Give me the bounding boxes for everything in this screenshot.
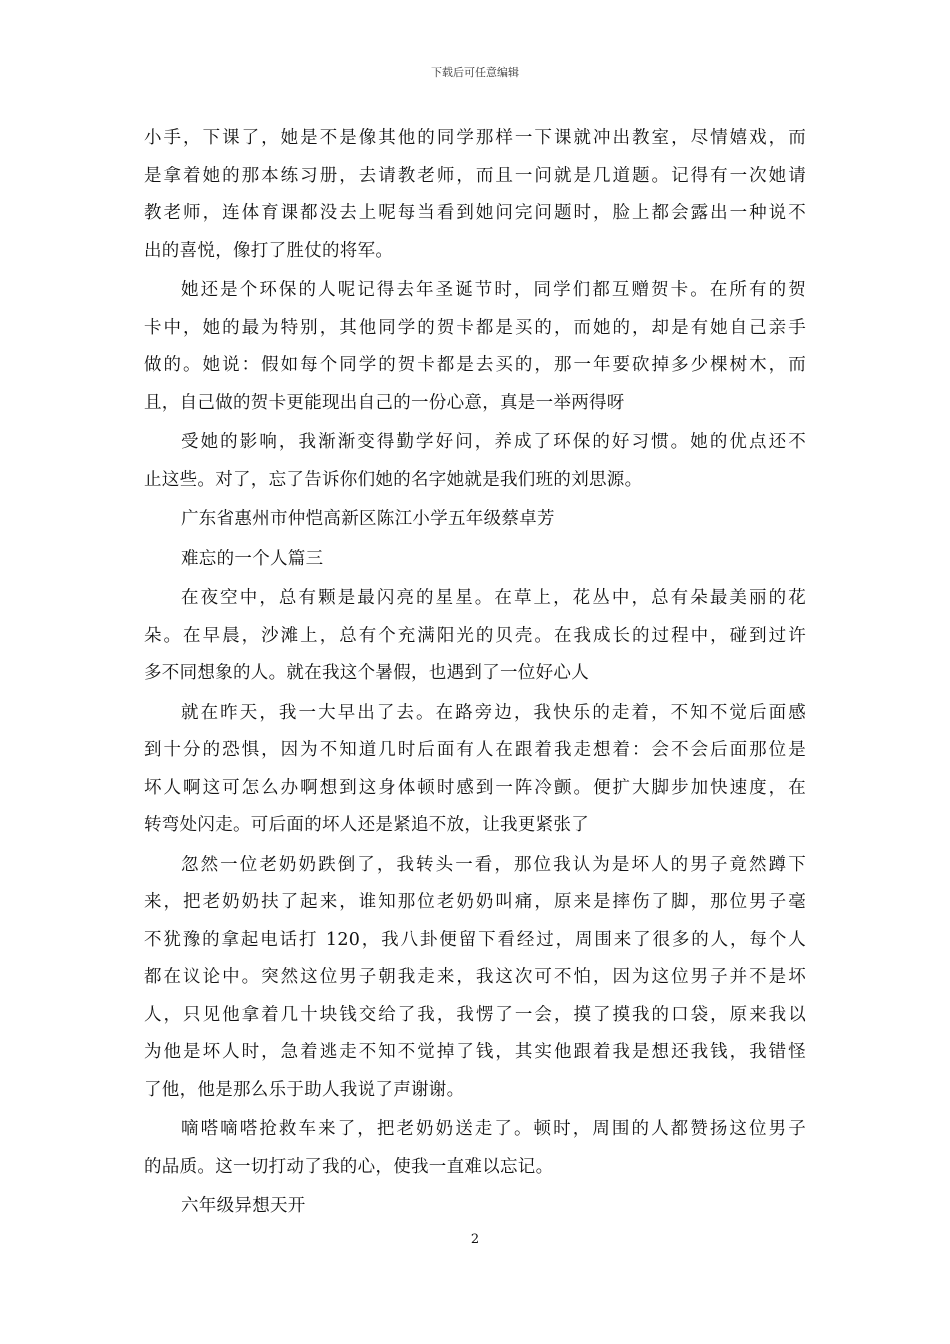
text-line: 小手，下课了，她是不是像其他的同学那样一下课就冲出教室，尽情嬉戏，而 bbox=[144, 128, 806, 148]
text-line: 都在议论中。突然这位男子朝我走来，我这次可不怕，因为这位男子并不是坏 bbox=[144, 967, 806, 987]
text-line: 六年级异想天开 bbox=[181, 1196, 306, 1216]
text-line: 多不同想象的人。就在我这个暑假，也遇到了一位好心人 bbox=[144, 663, 589, 683]
paragraph bbox=[144, 120, 806, 270]
text-line: 了他，他是那么乐于助人我说了声谢谢。 bbox=[144, 1079, 465, 1100]
text-line: 不犹豫的拿起电话打 120，我八卦便留下看经过，周围来了很多的人，每个人 bbox=[144, 929, 806, 950]
text-line: 出的喜悦，像打了胜仗的将军。 bbox=[144, 240, 394, 261]
text-line: 受她的影响，我渐渐变得勤学好问，养成了环保的好习惯。她的优点还不 bbox=[181, 432, 806, 452]
text-line: 难忘的一个人篇三 bbox=[181, 548, 324, 569]
text-line: 人，只见他拿着几十块钱交给了我，我愣了一会，摸了摸我的口袋，原来我以 bbox=[144, 1004, 806, 1025]
text-line: 朵。在早晨，沙滩上，总有个充满阳光的贝壳。在我成长的过程中，碰到过许 bbox=[144, 625, 806, 646]
paragraph bbox=[144, 695, 806, 845]
text-line: 到十分的恐惧，因为不知道几时后面有人在跟着我走想着：会不会后面那位是 bbox=[144, 740, 806, 760]
text-line: 嘀嗒嘀嗒抢救车来了，把老奶奶送走了。顿时，周围的人都赞扬这位男子 bbox=[181, 1119, 806, 1139]
text-line: 转弯处闪走。可后面的坏人还是紧追不放，让我更紧张了 bbox=[144, 815, 589, 835]
text-line: 忽然一位老奶奶跌倒了，我转头一看，那位我认为是坏人的男子竟然蹲下 bbox=[181, 854, 806, 875]
text-line: 坏人啊这可怎么办啊想到这身体顿时感到一阵冷颤。便扩大脚步加快速度，在 bbox=[144, 777, 806, 798]
document-body bbox=[144, 120, 806, 1228]
paragraph bbox=[144, 424, 806, 499]
text-line: 教老师，连体育课都没去上呢每当看到她问完问题时，脸上都会露出一种说不 bbox=[144, 203, 806, 223]
paragraph bbox=[144, 541, 806, 579]
paragraph bbox=[144, 580, 806, 693]
text-line: 就在昨天，我一大早出了去。在路旁边，我快乐的走着，不知不觉后面感 bbox=[181, 702, 806, 723]
paragraph bbox=[144, 1188, 806, 1226]
text-line: 且，自己做的贺卡更能现出自己的一份心意，真是一举两得呀 bbox=[144, 392, 625, 413]
text-line: 做的。她说：假如每个同学的贺卡都是去买的，那一年要砍掉多少棵树木，而 bbox=[144, 355, 806, 375]
paragraph bbox=[144, 1111, 806, 1186]
text-line: 的品质。这一切打动了我的心，使我一直难以忘记。 bbox=[144, 1156, 554, 1177]
text-line: 来，把老奶奶扶了起来，谁知那位老奶奶叫痛，原来是摔伤了脚，那位男子毫 bbox=[144, 892, 806, 912]
text-line: 广东省惠州市仲恺高新区陈江小学五年级蔡卓芳 bbox=[181, 509, 555, 529]
text-line: 她还是个环保的人呢记得去年圣诞节时，同学们都互赠贺卡。在所有的贺 bbox=[181, 280, 806, 300]
paragraph bbox=[144, 847, 806, 1110]
text-line: 为他是坏人时，急着逃走不知不觉掉了钱，其实他跟着我是想还我钱，我错怪 bbox=[144, 1042, 806, 1062]
text-line: 止这些。对了，忘了告诉你们她的名字她就是我们班的刘思源。 bbox=[144, 469, 643, 490]
page-header: 下载后可任意编辑 bbox=[431, 66, 519, 79]
text-line: 卡中，她的最为特别，其他同学的贺卡都是买的，而她的，却是有她自己亲手 bbox=[144, 317, 806, 338]
page-number: 2 bbox=[470, 1232, 480, 1247]
paragraph bbox=[144, 272, 806, 422]
text-line: 在夜空中，总有颗是最闪亮的星星。在草上，花丛中，总有朵最美丽的花 bbox=[181, 588, 806, 608]
text-line: 是拿着她的那本练习册，去请教老师，而且一问就是几道题。记得有一次她请 bbox=[144, 165, 806, 186]
paragraph bbox=[144, 501, 806, 539]
